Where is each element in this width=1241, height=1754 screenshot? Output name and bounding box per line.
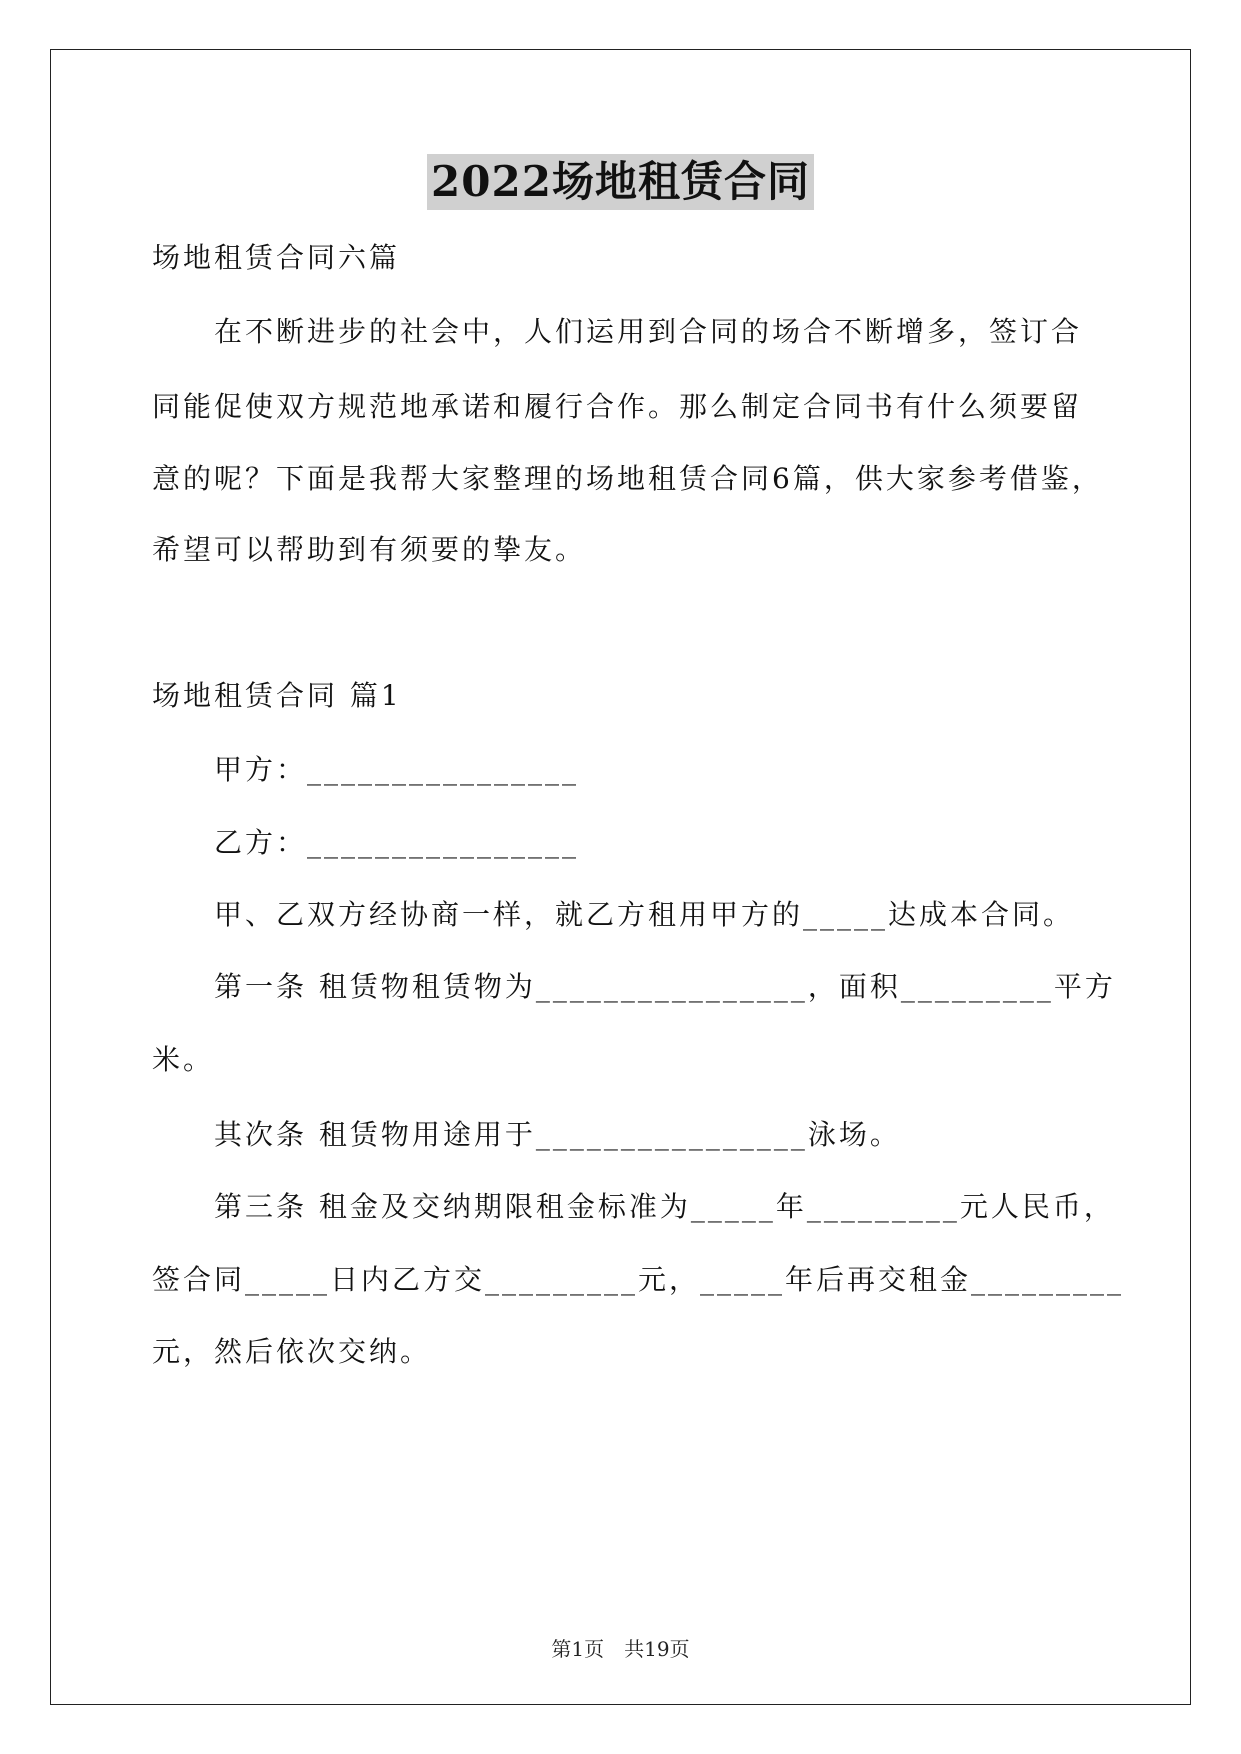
article-3-line-1: 第三条 租金及交纳期限租金标准为_____年_________元人民币， (214, 1190, 1115, 1223)
intro-line-2: 同能促使双方规范地承诺和履行合作。那么制定合同书有什么须要留 (152, 390, 1083, 423)
preamble-line: 甲、乙双方经协商一样，就乙方租用甲方的_____达成本合同。 (214, 898, 1075, 931)
article-3-line-3: 元，然后依次交纳。 (152, 1335, 432, 1368)
article-1-line-1: 第一条 租赁物租赁物为________________，面积_________平方 (214, 970, 1116, 1003)
section-heading: 场地租赁合同 篇1 (152, 679, 402, 712)
document-title: 2022场地租赁合同 (427, 154, 814, 210)
title-container (0, 154, 1241, 210)
intro-line-1: 在不断进步的社会中，人们运用到合同的场合不断增多，签订合 (214, 315, 1083, 348)
article-1-line-2: 米。 (152, 1043, 215, 1076)
party-a-line: 甲方：________________ (214, 753, 580, 786)
document-subtitle: 场地租赁合同六篇 (152, 241, 401, 274)
article-2-line: 其次条 租赁物用途用于________________泳场。 (214, 1118, 901, 1151)
intro-line-4: 希望可以帮助到有须要的挚友。 (152, 533, 587, 566)
page-footer: 第1页 共19页 (551, 1637, 690, 1661)
party-b-line: 乙方：________________ (214, 826, 580, 859)
article-3-line-2: 签合同_____日内乙方交_________元，_____年后再交租金_________ (152, 1263, 1125, 1296)
page-border (50, 49, 1191, 1705)
intro-line-3: 意的呢？下面是我帮大家整理的场地租赁合同6篇，供大家参考借鉴， (152, 462, 1103, 495)
